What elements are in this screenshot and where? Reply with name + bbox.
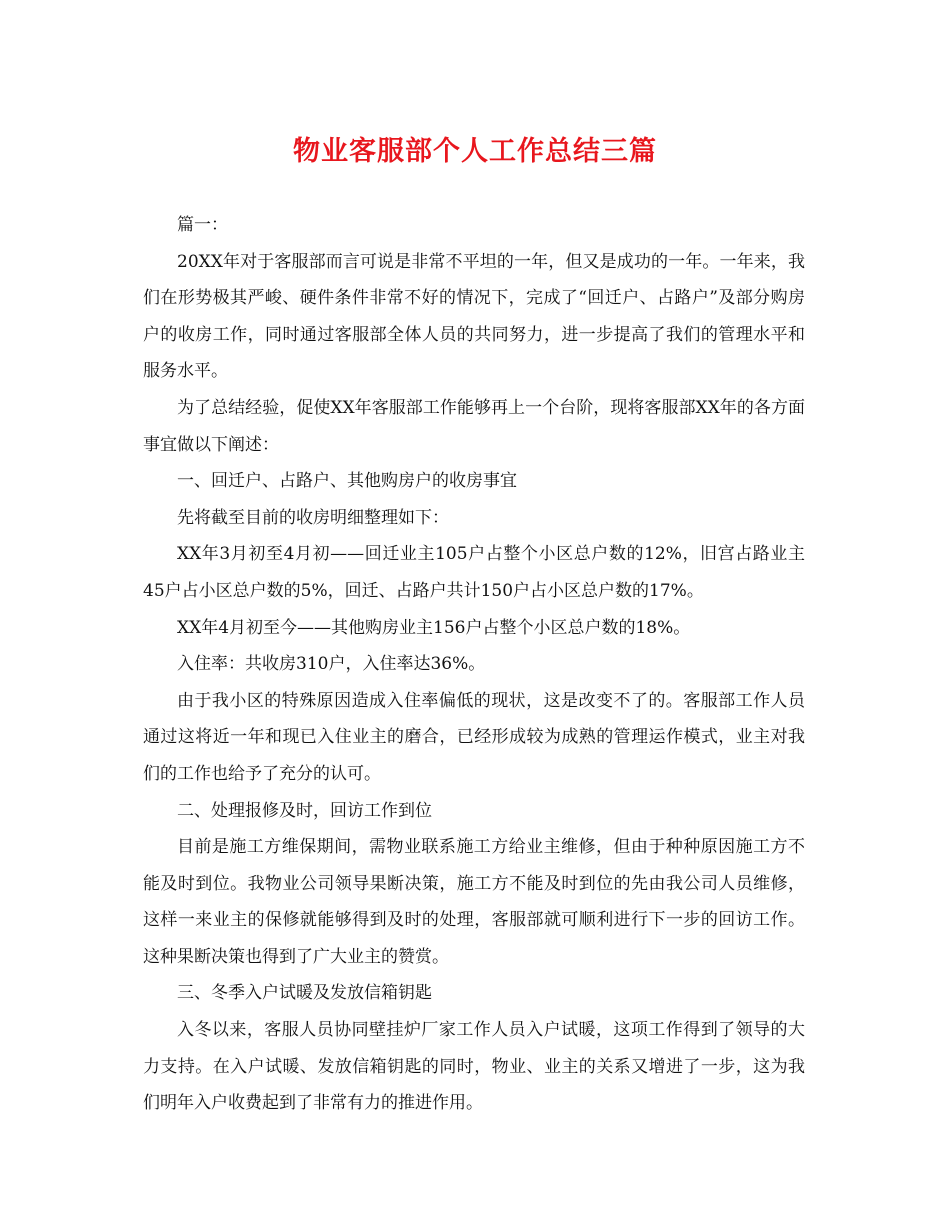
heading-two: 二、处理报修及时，回访工作到位 <box>177 800 432 821</box>
heating-paragraph: 入冬以来，客服人员协同壁挂炉厂家工作人员入户试暖，这项工作得到了领导的大力支持。在入户试暖、发放信箱钥匙的同时，物业、业主的关系又增进了一步，这为我们明年入户收费起到了非常有力的推进作用。 <box>143 1020 805 1114</box>
purpose-paragraph: 为了总结经验，促使XX年客服部工作能够再上一个台阶，现将客服部XX年的各方面事宜做以下阐述： <box>143 397 805 455</box>
occupancy-rate-paragraph: 入住率：共收房310户，入住率达36%。 <box>177 654 486 675</box>
occupancy-note-paragraph: 由于我小区的特殊原因造成入住率偏低的现状，这是改变不了的。客服部工作人员通过这将近一年和现已入住业主的磨合，已经形成较为成熟的管理运作模式，业主对我们的工作也给予了充分的认可。 <box>143 690 805 784</box>
repair-paragraph: 目前是施工方维保期间，需物业联系施工方给业主维修，但由于种种原因施工方不能及时到位。我物业公司领导果断决策，施工方不能及时到位的先由我公司人员维修，这样一来业主的保修就能够得到及时的处理，客服部就可顺利进行下一步的回访工作。这种果断决策也得到了广大业主的赞赏。 <box>143 837 805 967</box>
document-body <box>143 207 805 1122</box>
heading-three: 三、冬季入户试暖及发放信箱钥匙 <box>177 983 432 1004</box>
section-label: 篇一： <box>177 215 228 235</box>
intro-paragraph: 20XX年对于客服部而言可说是非常不平坦的一年，但又是成功的一年。一年来，我们在形势极其严峻、硬件条件非常不好的情况下，完成了“回迁户、占路户”及部分购房户的收房工作，同时通过客服部全体人员的共同努力，进一步提高了我们的管理水平和服务水平。 <box>143 251 805 382</box>
heading-one: 一、回迁户、占路户、其他购房户的收房事宜 <box>177 471 517 492</box>
stats-paragraph-2: XX年4月初至今——其他购房业主156户占整个小区总户数的18%。 <box>177 617 691 638</box>
document-title: 物业客服部个人工作总结三篇 <box>293 136 657 167</box>
stats-paragraph-1: XX年3月初至4月初——回迁业主105户占整个小区总户数的12%，旧宫占路业主45户占小区总户数的5%，回迁、占路户共计150户占小区总户数的17%。 <box>143 544 805 601</box>
details-intro-paragraph: 先将截至目前的收房明细整理如下： <box>177 507 449 528</box>
